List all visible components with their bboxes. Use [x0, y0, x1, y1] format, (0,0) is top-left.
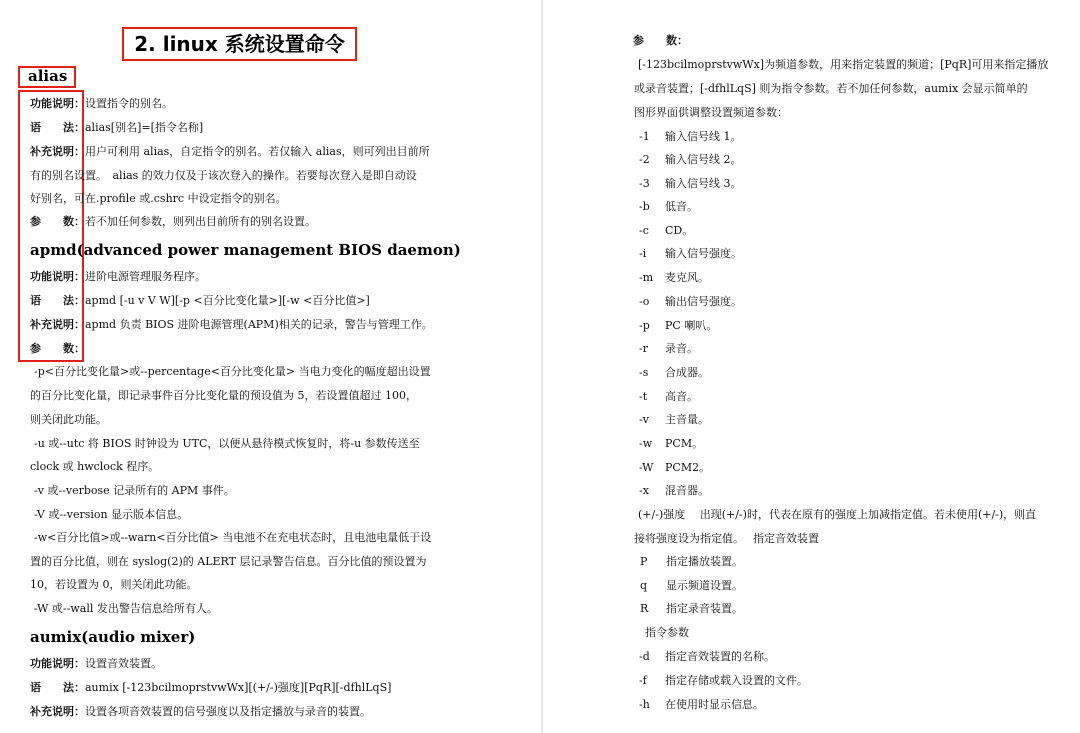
alias-func-text: 设置指令的别名。 [85, 97, 173, 110]
channel-option [639, 177, 742, 191]
apmd-body-line: -w<百分比值>或--warn<百分比值> 当电池不在充电状态时，且电池电量低于设 [34, 531, 432, 544]
option-desc: 麦克风。 [665, 271, 709, 284]
option-flag: -h [639, 698, 650, 711]
right-intro-line: [-123bcilmoprstvwWx]为频道参数，用来指定装置的频道；[PqR]可用来指定播放 [638, 58, 1049, 71]
strength-text-cont: 接将强度设为指定值。 指定音效装置 [634, 532, 819, 545]
option-flag: -x [639, 484, 649, 497]
option-desc: 输出信号强度。 [665, 295, 742, 308]
option-flag: -v [639, 413, 649, 426]
option-flag: R [640, 602, 649, 615]
params-label: 参 数： [633, 34, 688, 47]
option-flag: -f [639, 674, 647, 687]
option-desc: 指定存储或载入设置的文件。 [665, 674, 808, 687]
extra-label: 补充说明： [30, 145, 85, 158]
channel-option [639, 130, 742, 144]
func-label: 功能说明： [30, 97, 85, 110]
option-desc: 合成器。 [665, 366, 709, 379]
device-option [640, 579, 743, 593]
syntax-label: 语 法： [30, 294, 85, 307]
apmd-body-line: -v 或--verbose 记录所有的 APM 事件。 [34, 484, 235, 497]
channel-option [639, 342, 698, 356]
params-label: 参 数： [30, 342, 85, 355]
aumix-func-line [30, 657, 162, 671]
option-flag: -d [639, 650, 650, 663]
channel-option [639, 153, 742, 167]
option-flag: -b [639, 200, 650, 213]
cmd-option [639, 650, 775, 664]
apmd-body-line: -u 或--utc 将 BIOS 时钟设为 UTC，以便从悬待模式恢复时，将-u 参数传送至 [34, 437, 420, 450]
alias-extra-text-1: 用户可利用 alias，自定指令的别名。若仅输入 alias，则可列出目前所 [85, 145, 430, 158]
apmd-heading: apmd(advanced power management BIOS daemon) [30, 241, 461, 259]
alias-func-line [30, 97, 173, 111]
channel-option [639, 461, 710, 475]
aumix-syntax-text: aumix [-123bcilmoprstvwWx][(+/-)强度][PqR][-dfhlLqS] [85, 681, 392, 694]
alias-extra-line [30, 145, 430, 159]
alias-params-text: 若不加任何参数，则列出目前所有的别名设置。 [85, 215, 316, 228]
option-desc: CD。 [665, 224, 694, 237]
apmd-body-line: 10，若设置为 0，则关闭此功能。 [30, 578, 198, 591]
option-desc: 混音器。 [665, 484, 709, 497]
option-flag: -w [639, 437, 653, 450]
func-label: 功能说明： [30, 657, 85, 670]
apmd-body-line: 则关闭此功能。 [30, 413, 107, 426]
cmd-params-heading: 指令参数 [645, 626, 689, 639]
channel-option [639, 484, 709, 498]
channel-option [639, 413, 709, 427]
option-flag: -r [639, 342, 648, 355]
option-desc: 高音。 [665, 390, 698, 403]
right-params-label [633, 34, 688, 48]
option-desc: 输入信号线 3。 [665, 177, 742, 190]
alias-syntax-line [30, 121, 203, 135]
option-flag: -c [639, 224, 649, 237]
channel-option [639, 390, 698, 404]
apmd-extra-text: apmd 负责 BIOS 进阶电源管理(APM)相关的记录，警告与管理工作。 [85, 318, 433, 331]
option-desc: 主音量。 [665, 413, 709, 426]
alias-extra-text-2: 有的别名设置。 alias 的效力仅及于该次登入的操作。若要每次登入是即自动设 [30, 169, 417, 182]
option-flag: -1 [639, 130, 650, 143]
page-title: 2. linux 系统设置命令 [122, 27, 357, 61]
extra-label: 补充说明： [30, 318, 85, 331]
alias-extra-text-3: 好别名，可在.profile 或.cshrc 中设定指令的别名。 [30, 192, 287, 205]
option-flag: -m [639, 271, 654, 284]
option-desc: 指定播放装置。 [666, 555, 743, 568]
option-desc: 指定音效装置的名称。 [665, 650, 775, 663]
syntax-label: 语 法： [30, 121, 85, 134]
apmd-body-line: -W 或--wall 发出警告信息给所有人。 [34, 602, 218, 615]
option-desc: 显示频道设置。 [666, 579, 743, 592]
channel-option [639, 200, 698, 214]
device-option [640, 602, 743, 616]
apmd-func-text: 进阶电源管理服务程序。 [85, 270, 206, 283]
cmd-option [639, 674, 808, 688]
channel-option [639, 366, 709, 380]
channel-option [639, 224, 693, 238]
aumix-syntax-line [30, 681, 391, 695]
apmd-params-line [30, 342, 85, 356]
cmd-option [639, 698, 764, 712]
option-desc: PCM2。 [665, 461, 711, 474]
option-flag: -2 [639, 153, 650, 166]
apmd-func-line [30, 270, 206, 284]
option-flag: -i [639, 247, 647, 260]
apmd-body-line: 置的百分比值，则在 syslog(2)的 ALERT 层记录警告信息。百分比值的预设置为 [30, 555, 427, 568]
channel-option [639, 437, 703, 451]
option-flag: -W [639, 461, 654, 474]
params-label: 参 数： [30, 215, 85, 228]
alias-heading: alias [28, 67, 68, 85]
func-label: 功能说明： [30, 270, 85, 283]
apmd-body-line: clock 或 hwclock 程序。 [30, 460, 160, 473]
right-page [543, 0, 1080, 733]
channel-option [639, 271, 709, 285]
apmd-syntax-line [30, 294, 370, 308]
option-flag: -3 [639, 177, 650, 190]
option-flag: -t [639, 390, 648, 403]
aumix-extra-line [30, 705, 371, 719]
option-desc: 录音。 [665, 342, 698, 355]
apmd-syntax-text: apmd [-u v V W][-p <百分比变化量>][-w <百分比值>] [85, 294, 370, 307]
option-flag: -s [639, 366, 649, 379]
option-flag: P [640, 555, 648, 568]
option-desc: 指定录音装置。 [666, 602, 743, 615]
apmd-body-line: -V 或--version 显示版本信息。 [34, 508, 189, 521]
option-desc: PC 喇叭。 [665, 319, 718, 332]
device-option [640, 555, 743, 569]
option-desc: 输入信号线 1。 [665, 130, 742, 143]
channel-option [639, 295, 742, 309]
alias-params-line [30, 215, 316, 229]
syntax-label: 语 法： [30, 681, 85, 694]
option-flag: -o [639, 295, 650, 308]
right-intro-line: 图形界面供调整设置频道参数： [634, 106, 788, 119]
right-intro-line: 或录音装置；[-dfhlLqS] 则为指令参数。若不加任何参数，aumix 会显示简单的 [634, 82, 1028, 95]
option-desc: 输入信号线 2。 [665, 153, 742, 166]
apmd-body-line: -p<百分比变化量>或--percentage<百分比变化量> 当电力变化的幅度超出设置 [34, 365, 431, 378]
aumix-func-text: 设置音效装置。 [85, 657, 162, 670]
option-desc: 输入信号强度。 [665, 247, 742, 260]
extra-label: 补充说明： [30, 705, 85, 718]
option-desc: 在使用时显示信息。 [665, 698, 764, 711]
alias-syntax-text: alias[别名]=[指令名称] [85, 121, 204, 134]
channel-option [639, 319, 717, 333]
option-flag: -p [639, 319, 650, 332]
apmd-body-line: 的百分比变化量，即记录事件百分比变化量的预设值为 5，若设置值超过 100， [30, 389, 417, 402]
strength-text: (+/-)强度 出现(+/-)时，代表在原有的强度上加减指定值。若未使用(+/-)，则直 [638, 508, 1037, 521]
option-desc: 低音。 [665, 200, 698, 213]
option-desc: PCM。 [665, 437, 704, 450]
option-flag: q [640, 579, 648, 592]
apmd-extra-line [30, 318, 433, 332]
aumix-extra-text: 设置各项音效装置的信号强度以及指定播放与录音的装置。 [85, 705, 371, 718]
channel-option [639, 247, 742, 261]
aumix-heading: aumix(audio mixer) [30, 628, 196, 646]
